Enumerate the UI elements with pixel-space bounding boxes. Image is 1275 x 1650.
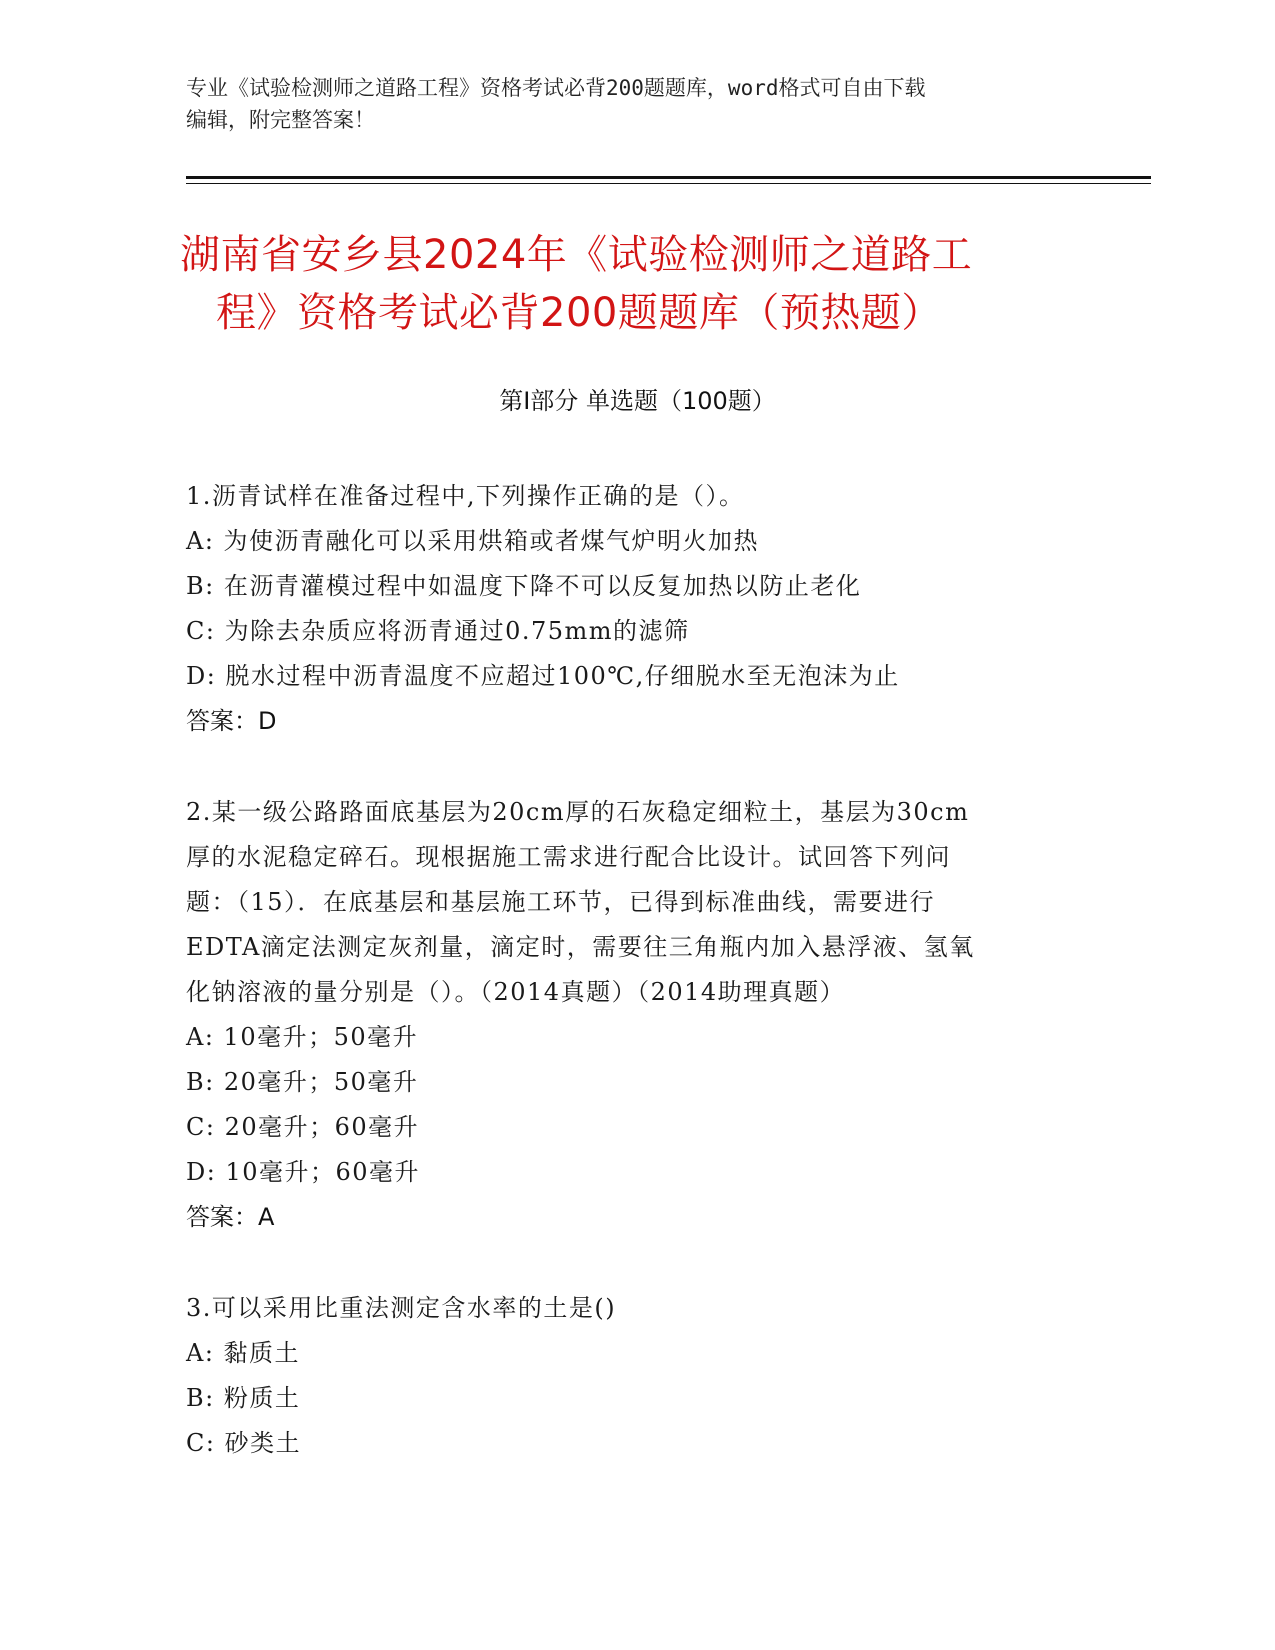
header-note-line: 编辑，附完整答案！ [186, 108, 375, 132]
question-option: A: 为使沥青融化可以采用烘箱或者煤气炉明火加热 [186, 527, 760, 555]
question-option: B: 在沥青灌模过程中如温度下降不可以反复加热以防止老化 [186, 572, 862, 600]
question-stem: 3.可以采用比重法测定含水率的土是() [186, 1294, 617, 1322]
question-option: D: 10毫升；60毫升 [186, 1158, 421, 1186]
document-title [180, 226, 1120, 342]
question-answer: 答案：A [186, 1203, 275, 1231]
question-option: C: 20毫升；60毫升 [186, 1113, 420, 1141]
question-stem: 题：（15）．在底基层和基层施工环节，已得到标准曲线，需要进行 [186, 888, 936, 916]
section-heading: 第Ⅰ部分 单选题（100题） [499, 387, 776, 415]
question-item [186, 790, 1086, 1240]
question-option: A: 10毫升；50毫升 [186, 1023, 419, 1051]
header-divider-thick [186, 176, 1151, 179]
question-option: C: 砂类土 [186, 1429, 302, 1457]
header-divider-thin [186, 183, 1151, 184]
question-item [186, 474, 1086, 744]
question-stem: EDTA滴定法测定灰剂量，滴定时，需要往三角瓶内加入悬浮液、氢氧 [186, 933, 975, 961]
question-list [186, 474, 1086, 1512]
question-option: A: 黏质土 [186, 1339, 301, 1367]
question-stem: 2.某一级公路路面底基层为20cm厚的石灰稳定细粒土，基层为30cm [186, 798, 970, 826]
question-option: B: 粉质土 [186, 1384, 301, 1412]
question-stem: 1.沥青试样在准备过程中,下列操作正确的是（）。 [186, 482, 745, 510]
header-note-line: 专业《试验检测师之道路工程》资格考试必背200题题库，word格式可自由下载 [186, 76, 926, 100]
title-line: 程》资格考试必背200题题库（预热题） [216, 290, 942, 336]
question-item [186, 1286, 1086, 1466]
header-note [186, 72, 1086, 136]
question-option: C: 为除去杂质应将沥青通过0.75mm的滤筛 [186, 617, 690, 645]
question-option: D: 脱水过程中沥青温度不应超过100℃,仔细脱水至无泡沫为止 [186, 662, 900, 690]
question-answer: 答案：D [186, 707, 277, 735]
question-option: B: 20毫升；50毫升 [186, 1068, 419, 1096]
title-line: 湖南省安乡县2024年《试验检测师之道路工 [180, 232, 973, 278]
question-stem: 厚的水泥稳定碎石。现根据施工需求进行配合比设计。试回答下列问 [186, 843, 951, 871]
question-stem: 化钠溶液的量分别是（）。（2014真题）（2014助理真题） [186, 978, 846, 1006]
